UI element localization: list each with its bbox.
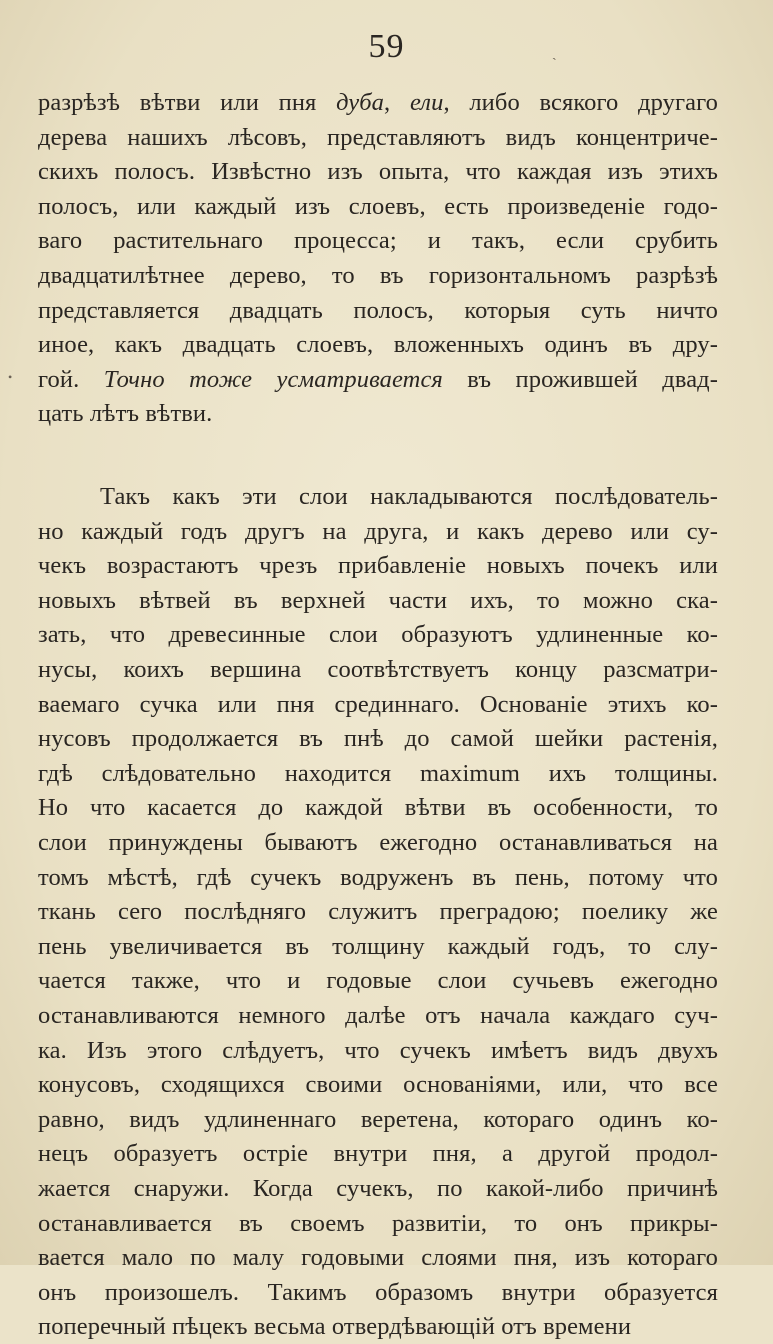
text-run: двадцатилѣтнее дерево, то въ горизонтальномъ разрѣзѣ (38, 262, 718, 289)
text-line (38, 826, 718, 860)
text-line (38, 515, 718, 549)
text-run: останавливаются немного далѣе отъ начала каждаго суч- (38, 1002, 718, 1029)
text-line (38, 584, 718, 618)
text-run: ваго растительнаго процесса; и такъ, если срубить (38, 227, 718, 255)
text-line (38, 1241, 718, 1275)
text-line (38, 1034, 718, 1068)
text-run: онъ произошелъ. Такимъ образомъ внутри образуется (38, 1278, 718, 1306)
text-line (38, 294, 718, 328)
text-run: останавливается въ своемъ развитіи, то онъ прикры- (38, 1209, 718, 1237)
printing-mark: ˏ (552, 46, 557, 61)
text-run: разрѣзѣ вѣтви или пня (38, 89, 337, 116)
italic-run: ели (409, 89, 444, 116)
margin-mark: • (8, 370, 13, 384)
text-run: представляется двадцать полосъ, которыя суть ничто (38, 296, 718, 324)
text-line (38, 549, 718, 583)
text-run: Но что касается до каждой вѣтви въ особенности, то (38, 794, 718, 822)
text-line (38, 190, 718, 224)
text-run: гой. (38, 365, 104, 393)
text-line (38, 964, 718, 998)
text-line (38, 688, 718, 722)
text-run: равно, видъ удлиненнаго веретена, котораго одинъ ко- (38, 1105, 718, 1133)
text-run: чекъ возрастаютъ чрезъ прибавленіе новыхъ почекъ или (38, 552, 718, 580)
text-line (38, 224, 718, 258)
text-run: пень увеличивается въ толщину каждый годъ, то слу- (38, 932, 718, 960)
text-run: дерева нашихъ лѣсовъ, представляютъ видъ концентриче- (38, 123, 718, 151)
text-line (38, 121, 718, 155)
text-line (38, 791, 718, 825)
text-run: , (384, 89, 410, 116)
text-run: вается мало по малу годовыми слоями пня, изъ котораго (38, 1244, 718, 1272)
text-line (38, 1137, 718, 1171)
text-run: но каждый годъ другъ на друга, и какъ дерево или су- (38, 517, 718, 545)
text-line (38, 1207, 718, 1241)
text-run: нусы, коихъ вершина соотвѣтствуетъ концу разсматри- (38, 656, 718, 683)
text-run: новыхъ вѣтвей въ верхней части ихъ, то можно ска- (38, 586, 718, 614)
text-line (100, 480, 718, 514)
italic-run: Точно тоже усматривается (103, 365, 443, 393)
text-line (38, 328, 718, 362)
text-line (38, 861, 718, 895)
text-line (38, 930, 718, 964)
text-run: , либо всякого другаго (443, 89, 718, 116)
text-run: поперечный пѣцекъ весьма отвердѣвающій отъ времени (38, 1313, 632, 1341)
text-run: жается снаружи. Когда сучекъ, по какой-либо причинѣ (38, 1175, 718, 1202)
text-run: цать лѣтъ вѣтви. (38, 400, 213, 428)
text-line (38, 895, 718, 929)
text-line (38, 363, 718, 397)
text-run: ка. Изъ этого слѣдуетъ, что сучекъ имѣетъ видъ двухъ (38, 1036, 718, 1064)
text-line (38, 259, 718, 293)
text-line (38, 397, 718, 431)
text-line (38, 1310, 718, 1344)
text-run: конусовъ, сходящихся своими основаніями, или, что все (38, 1071, 718, 1099)
text-run: слои принуждены бываютъ ежегодно останавливаться на (38, 829, 718, 856)
text-run: скихъ полосъ. Извѣстно изъ опыта, что каждая изъ этихъ (38, 158, 718, 186)
page-number: 59 (368, 28, 405, 65)
text-run: томъ мѣстѣ, гдѣ сучекъ водруженъ въ пень, потому что (38, 863, 718, 891)
text-line (38, 1276, 718, 1310)
text-line (38, 1172, 718, 1206)
text-line (38, 86, 718, 120)
text-run: нусовъ продолжается въ пнѣ до самой шейки растенія, (38, 725, 718, 753)
text-run: гдѣ слѣдовательно находится maximum ихъ толщины. (38, 759, 718, 787)
text-line (38, 999, 718, 1033)
text-run: ваемаго сучка или пня срединнаго. Основаніе этихъ ко- (38, 690, 718, 718)
text-run: Такъ какъ эти слои накладываются послѣдователь- (100, 483, 718, 510)
text-run: нецъ образуетъ остріе внутри пня, а другой продол- (38, 1140, 718, 1168)
text-line (38, 1103, 718, 1137)
text-line (38, 722, 718, 756)
text-line (38, 1068, 718, 1102)
text-run: ткань сего послѣдняго служитъ преградою; поелику же (38, 898, 718, 926)
text-run: иное, какъ двадцать слоевъ, вложенныхъ одинъ въ дру- (38, 331, 718, 359)
italic-run: дуба (336, 89, 385, 116)
text-run: чается также, что и годовые слои сучьевъ ежегодно (38, 967, 718, 995)
text-run: зать, что древесинные слои образуютъ удлиненные ко- (38, 621, 718, 649)
text-run: въ прожившей двад- (442, 365, 718, 393)
text-line (38, 155, 718, 189)
text-line (38, 618, 718, 652)
text-line (38, 653, 718, 687)
text-run: полосъ, или каждый изъ слоевъ, есть произведеніе годо- (38, 192, 718, 220)
text-line (38, 757, 718, 791)
